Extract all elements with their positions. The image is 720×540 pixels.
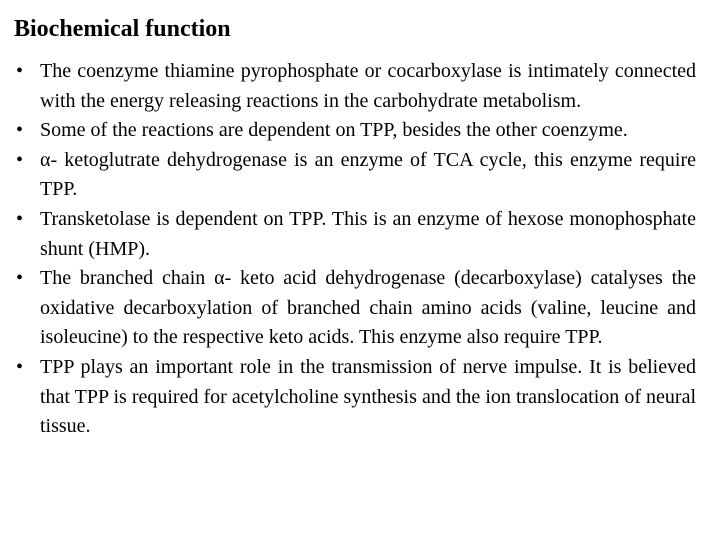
bullet-marker: •: [16, 267, 24, 290]
bullet-text: Some of the reactions are dependent on TPP, besides the other coenzyme.: [40, 119, 628, 142]
bullet-text: Transketolase is dependent on TPP. This is an enzyme of hexose monophosphate shunt (HMP).: [40, 207, 696, 260]
bullet-marker: •: [16, 119, 24, 142]
bullet-item: [14, 353, 696, 442]
bullet-item: [14, 264, 696, 353]
bullet-item: [14, 116, 696, 146]
bullet-text: TPP plays an important role in the transmission of nerve impulse. It is believed that TPP is required for acetylcholine synthesis and the ion translocation of neural tissue.: [40, 355, 696, 438]
bullet-text: α- ketoglutrate dehydrogenase is an enzyme of TCA cycle, this enzyme require TPP.: [40, 148, 696, 201]
bullet-item: [14, 205, 696, 264]
bullet-item: [14, 146, 696, 205]
bullet-marker: •: [16, 355, 24, 378]
slide-content: [14, 14, 696, 442]
bullet-marker: •: [16, 148, 24, 171]
slide-title: Biochemical function: [14, 16, 231, 42]
bullet-marker: •: [16, 60, 24, 82]
bullet-text: The branched chain α- keto acid dehydrogenase (decarboxylase) catalyses the oxidative decarboxylation of branched chain amino acids (valine, leucine and isoleucine) to the respective keto acids. This enzyme also require TPP.: [40, 267, 696, 349]
bullet-marker: •: [16, 207, 24, 230]
bullet-text: The coenzyme thiamine pyrophosphate or cocarboxylase is intimately connected with the energy releasing reactions in the carbohydrate metabolism.: [40, 60, 696, 112]
bullet-item: [14, 57, 696, 116]
bullet-list: [14, 57, 696, 442]
